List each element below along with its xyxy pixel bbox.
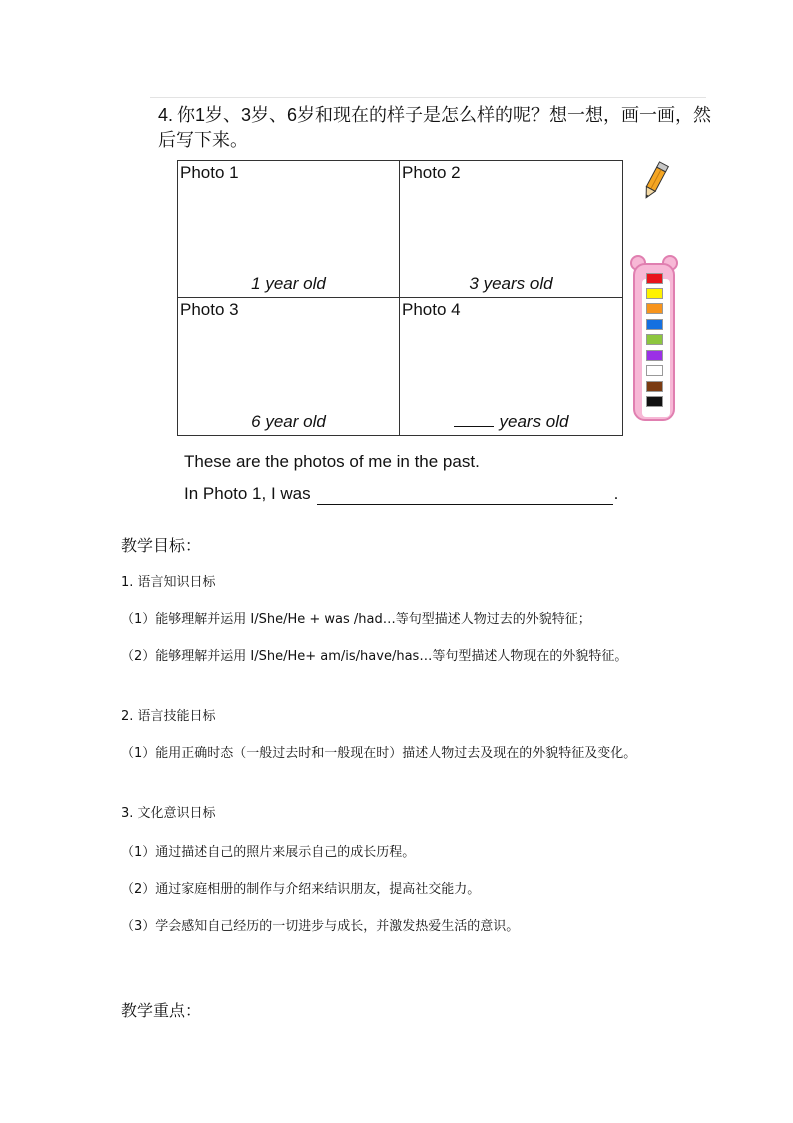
objective-item: 1. 语言知识日标 <box>121 575 216 590</box>
photo-age-blank <box>400 412 622 432</box>
palette-swatch <box>646 381 663 392</box>
photo-cell-4[interactable] <box>400 298 622 435</box>
photo-age: 3 years old <box>469 274 553 293</box>
photo-age-text: years old <box>499 412 569 431</box>
palette-swatch <box>646 365 663 376</box>
paint-palette-icon <box>630 255 678 423</box>
objective-item: （2）通过家庭相册的制作与介绍来结识朋友，提高社交能力。 <box>121 882 481 897</box>
sentence-prefix: In Photo 1, I was <box>184 484 311 503</box>
palette-swatch <box>646 303 663 314</box>
palette-swatch <box>646 334 663 345</box>
question-number: 4. <box>158 105 174 125</box>
sentence-photos-intro: These are the photos of me in the past. <box>184 452 480 471</box>
answer-blank-line[interactable] <box>317 486 613 505</box>
objective-item: （1）通过描述自己的照片来展示自己的成长历程。 <box>121 845 416 860</box>
objective-item: 2. 语言技能日标 <box>121 709 216 724</box>
palette-swatch <box>646 273 663 284</box>
palette-swatch <box>646 319 663 330</box>
objectives-heading: 教学目标： <box>121 536 202 555</box>
objective-item: （1）能用正确时态（一般过去时和一般现在时）描述人物过去及现在的外貌特征及变化。 <box>121 746 637 761</box>
photo-grid <box>177 160 623 436</box>
photo-cell-3[interactable] <box>178 298 400 435</box>
photo-label: Photo 4 <box>402 300 461 319</box>
palette-swatch <box>646 396 663 407</box>
key-points-heading: 教学重点： <box>121 1001 202 1020</box>
palette-swatch <box>646 288 663 299</box>
pencil-icon <box>640 160 670 202</box>
objective-item: （3）学会感知自己经历的一切进步与成长，并激发热爱生活的意识。 <box>121 919 520 934</box>
objective-item: 3. 文化意识日标 <box>121 806 216 821</box>
photo-cell-2[interactable] <box>400 161 622 298</box>
palette-swatch <box>646 350 663 361</box>
question-text: 你1岁、3岁、6岁和现在的样子是怎么样的呢？想一想，画一画，然后写下来。 <box>158 105 712 150</box>
age-blank-line[interactable] <box>454 425 494 427</box>
top-divider <box>150 97 706 98</box>
objective-item: （1）能够理解并运用 I/She/He + was /had…等句型描述人物过去的外貌特征； <box>121 612 591 627</box>
photo-label: Photo 1 <box>180 163 239 182</box>
photo-age: 1 year old <box>251 274 326 293</box>
photo-label: Photo 2 <box>402 163 461 182</box>
question-4 <box>158 103 718 153</box>
photo-label: Photo 3 <box>180 300 239 319</box>
photo-age: 6 year old <box>251 412 326 431</box>
sentence-suffix: . <box>613 484 619 503</box>
photo-cell-1[interactable] <box>178 161 400 298</box>
sentence-photo1 <box>184 484 618 505</box>
objective-item: （2）能够理解并运用 I/She/He+ am/is/have/has…等句型描述人物现在的外貌特征。 <box>121 649 628 664</box>
